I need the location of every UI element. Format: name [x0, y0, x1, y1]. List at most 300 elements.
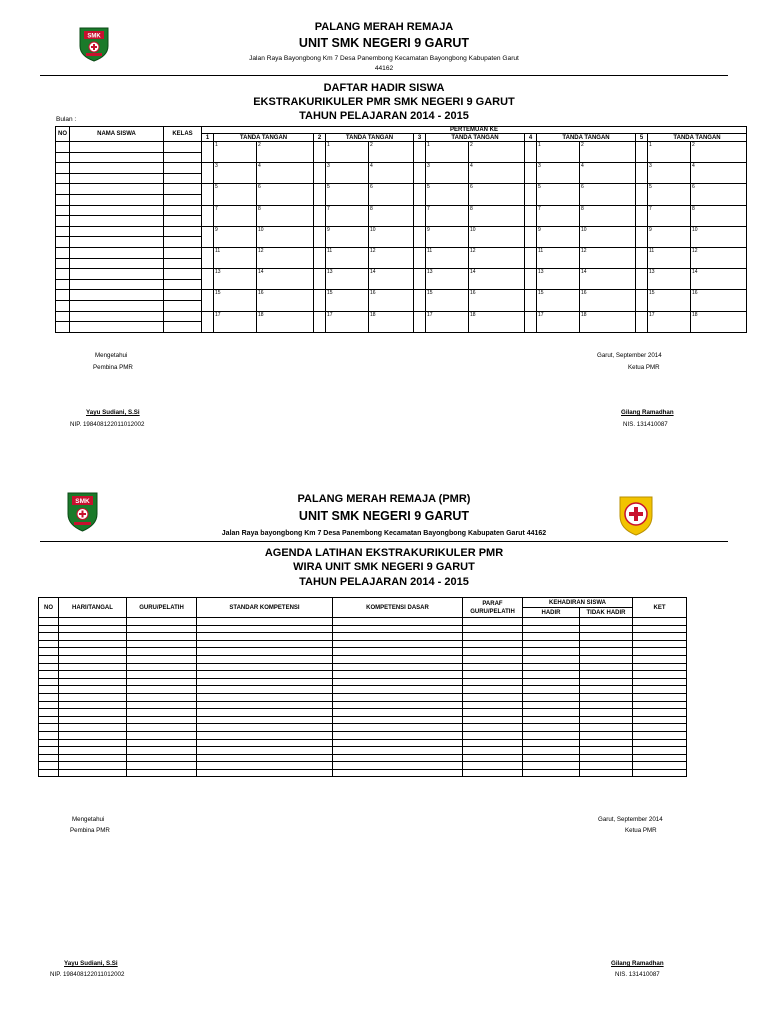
doc1-title-3: TAHUN PELAJARAN 2014 - 2015: [299, 110, 469, 122]
doc1-org: PALANG MERAH REMAJA: [314, 21, 454, 33]
agenda-cell: [463, 724, 523, 732]
meeting-gap: [314, 163, 326, 184]
sign-cell: 2: [369, 142, 414, 163]
col-hadir: HADIR: [523, 608, 580, 618]
agenda-cell: [59, 633, 127, 641]
sign-cell: 3: [648, 163, 691, 184]
col-tanda-tangan: TANDA TANGAN: [326, 134, 414, 142]
agenda-cell: [39, 640, 59, 648]
agenda-cell: [463, 769, 523, 777]
agenda-cell: [197, 716, 333, 724]
cell-nama: [70, 237, 164, 248]
doc2-org: PALANG MERAH REMAJA (PMR): [297, 493, 471, 505]
agenda-cell: [333, 701, 463, 709]
agenda-cell: [59, 716, 127, 724]
meeting-gap: [202, 247, 214, 268]
sign-cell: 1: [426, 142, 469, 163]
sign-cell: 9: [426, 226, 469, 247]
meeting-gap: [314, 226, 326, 247]
agenda-cell: [39, 686, 59, 694]
agenda-cell: [127, 739, 197, 747]
sign-cell: 7: [426, 205, 469, 226]
agenda-cell: [197, 701, 333, 709]
sign-cell: 11: [214, 247, 257, 268]
cell-kelas: [164, 237, 202, 248]
doc1-title-1: DAFTAR HADIR SISWA: [323, 82, 445, 94]
sign-cell: 16: [691, 290, 747, 311]
agenda-cell: [463, 762, 523, 770]
doc2-school: UNIT SMK NEGERI 9 GARUT: [298, 509, 470, 523]
agenda-cell: [633, 754, 687, 762]
sign-cell: 4: [691, 163, 747, 184]
sign-cell: 10: [691, 226, 747, 247]
doc2-right-sig-label2: Ketua PMR: [625, 827, 657, 834]
agenda-cell: [333, 731, 463, 739]
meeting-gap: [414, 205, 426, 226]
agenda-cell: [463, 701, 523, 709]
meeting-gap: [414, 184, 426, 205]
agenda-cell: [633, 762, 687, 770]
cell-no: [56, 216, 70, 227]
col-standar: STANDAR KOMPETENSI: [197, 598, 333, 618]
agenda-cell: [333, 655, 463, 663]
sign-cell: 13: [426, 269, 469, 290]
meeting-gap: [314, 184, 326, 205]
sign-cell: 7: [214, 205, 257, 226]
doc1-title-2: EKSTRAKURIKULER PMR SMK NEGERI 9 GARUT: [253, 96, 515, 108]
agenda-cell: [59, 618, 127, 626]
sign-cell: 10: [469, 226, 525, 247]
doc2-right-sig-name: Gilang Ramadhan: [611, 960, 664, 967]
sign-cell: 2: [469, 142, 525, 163]
agenda-cell: [463, 686, 523, 694]
meeting-gap: [636, 311, 648, 332]
cell-nama: [70, 311, 164, 322]
agenda-cell: [633, 671, 687, 679]
agenda-cell: [580, 739, 633, 747]
doc1-right-sig-label1: Garut, September 2014: [597, 352, 662, 359]
doc2-title-2: WIRA UNIT SMK NEGERI 9 GARUT: [293, 561, 475, 573]
sign-cell: 15: [326, 290, 369, 311]
sign-cell: 12: [369, 247, 414, 268]
sign-cell: 5: [648, 184, 691, 205]
meeting-gap: [525, 163, 537, 184]
meeting-gap: [636, 269, 648, 290]
agenda-cell: [127, 625, 197, 633]
meeting-gap: [414, 226, 426, 247]
agenda-cell: [463, 625, 523, 633]
agenda-cell: [127, 754, 197, 762]
meeting-gap: [314, 290, 326, 311]
sign-cell: 5: [426, 184, 469, 205]
doc2-right-sig-id: NIS. 131410087: [615, 971, 660, 978]
agenda-cell: [580, 640, 633, 648]
agenda-cell: [580, 701, 633, 709]
agenda-cell: [127, 731, 197, 739]
agenda-cell: [523, 693, 580, 701]
agenda-cell: [580, 663, 633, 671]
doc1-left-sig-label1: Mengetahui: [95, 352, 128, 359]
cell-no: [56, 152, 70, 163]
meeting-gap: [525, 247, 537, 268]
agenda-cell: [580, 686, 633, 694]
agenda-cell: [580, 655, 633, 663]
sign-cell: 14: [691, 269, 747, 290]
meeting-gap: [636, 184, 648, 205]
agenda-cell: [523, 648, 580, 656]
cell-no: [56, 279, 70, 290]
agenda-cell: [39, 633, 59, 641]
col-hari: HARI/TANGAL: [59, 598, 127, 618]
attendance-table: [55, 126, 747, 333]
agenda-cell: [580, 618, 633, 626]
col-tidak-hadir: TIDAK HADIR: [580, 608, 633, 618]
agenda-cell: [39, 671, 59, 679]
agenda-cell: [633, 655, 687, 663]
cell-no: [56, 322, 70, 333]
cell-nama: [70, 290, 164, 301]
doc1-right-sig-label2: Ketua PMR: [628, 364, 660, 371]
sign-cell: 3: [426, 163, 469, 184]
cell-kelas: [164, 300, 202, 311]
doc1-left-sig-name: Yayu Sudiani, S.Si: [86, 409, 140, 416]
agenda-cell: [523, 747, 580, 755]
agenda-cell: [463, 671, 523, 679]
cell-no: [56, 311, 70, 322]
agenda-cell: [633, 769, 687, 777]
agenda-cell: [197, 724, 333, 732]
sign-cell: 11: [326, 247, 369, 268]
meeting-gap: [202, 290, 214, 311]
agenda-cell: [523, 633, 580, 641]
agenda-cell: [127, 716, 197, 724]
meeting-gap: [525, 226, 537, 247]
agenda-cell: [39, 762, 59, 770]
agenda-cell: [197, 731, 333, 739]
sign-cell: 12: [691, 247, 747, 268]
doc1-bulan-label: Bulan :: [56, 116, 77, 123]
sign-cell: 3: [326, 163, 369, 184]
agenda-cell: [333, 625, 463, 633]
agenda-cell: [633, 663, 687, 671]
agenda-cell: [59, 655, 127, 663]
agenda-cell: [463, 754, 523, 762]
agenda-cell: [127, 701, 197, 709]
agenda-cell: [523, 678, 580, 686]
sign-cell: 12: [580, 247, 636, 268]
cell-nama: [70, 247, 164, 258]
agenda-cell: [580, 731, 633, 739]
agenda-cell: [197, 739, 333, 747]
doc2-right-sig-label1: Garut, September 2014: [598, 816, 663, 823]
cell-kelas: [164, 194, 202, 205]
agenda-cell: [523, 655, 580, 663]
cell-nama: [70, 322, 164, 333]
sign-cell: 6: [580, 184, 636, 205]
cell-nama: [70, 269, 164, 280]
agenda-cell: [333, 663, 463, 671]
sign-cell: 9: [537, 226, 580, 247]
sign-cell: 16: [469, 290, 525, 311]
sign-cell: 1: [326, 142, 369, 163]
agenda-cell: [580, 709, 633, 717]
sign-cell: 5: [326, 184, 369, 205]
cell-kelas: [164, 279, 202, 290]
agenda-cell: [127, 671, 197, 679]
cell-nama: [70, 226, 164, 237]
sign-cell: 8: [580, 205, 636, 226]
sign-cell: 6: [369, 184, 414, 205]
cell-kelas: [164, 247, 202, 258]
agenda-cell: [39, 678, 59, 686]
meeting-gap: [314, 142, 326, 163]
meeting-gap: [414, 311, 426, 332]
cell-no: [56, 163, 70, 174]
cell-no: [56, 247, 70, 258]
sign-cell: 16: [257, 290, 314, 311]
sign-cell: 2: [580, 142, 636, 163]
agenda-cell: [633, 716, 687, 724]
cell-kelas: [164, 184, 202, 195]
agenda-cell: [463, 716, 523, 724]
agenda-cell: [463, 655, 523, 663]
cell-kelas: [164, 290, 202, 301]
agenda-cell: [333, 671, 463, 679]
sign-cell: 12: [469, 247, 525, 268]
agenda-cell: [127, 655, 197, 663]
sign-cell: 3: [214, 163, 257, 184]
agenda-cell: [39, 724, 59, 732]
meeting-gap: [525, 290, 537, 311]
paraf-label: PARAF: [482, 600, 503, 607]
agenda-cell: [463, 633, 523, 641]
sign-cell: 18: [257, 311, 314, 332]
agenda-cell: [580, 633, 633, 641]
col-tanda-tangan: TANDA TANGAN: [537, 134, 636, 142]
sign-cell: 4: [257, 163, 314, 184]
col-kompetensi: KOMPETENSI DASAR: [333, 598, 463, 618]
meeting-number: 4: [525, 134, 537, 142]
agenda-cell: [197, 769, 333, 777]
sign-cell: 6: [257, 184, 314, 205]
agenda-cell: [127, 663, 197, 671]
agenda-cell: [523, 754, 580, 762]
agenda-cell: [633, 648, 687, 656]
col-nama: NAMA SISWA: [70, 127, 164, 142]
cell-nama: [70, 300, 164, 311]
agenda-cell: [127, 633, 197, 641]
agenda-cell: [580, 671, 633, 679]
meeting-gap: [202, 226, 214, 247]
sign-cell: 5: [214, 184, 257, 205]
sign-cell: 6: [469, 184, 525, 205]
agenda-cell: [463, 640, 523, 648]
meeting-gap: [414, 163, 426, 184]
sign-cell: 14: [469, 269, 525, 290]
sign-cell: 12: [257, 247, 314, 268]
sign-cell: 8: [691, 205, 747, 226]
agenda-cell: [523, 731, 580, 739]
sign-cell: 7: [648, 205, 691, 226]
agenda-cell: [59, 747, 127, 755]
sign-cell: 16: [369, 290, 414, 311]
sign-cell: 9: [214, 226, 257, 247]
agenda-cell: [580, 769, 633, 777]
cell-kelas: [164, 269, 202, 280]
doc2-title-3: TAHUN PELAJARAN 2014 - 2015: [299, 576, 469, 588]
agenda-cell: [59, 739, 127, 747]
agenda-cell: [197, 693, 333, 701]
agenda-cell: [197, 633, 333, 641]
doc1-school: UNIT SMK NEGERI 9 GARUT: [298, 36, 470, 50]
cell-no: [56, 194, 70, 205]
cell-kelas: [164, 226, 202, 237]
col-pertemuan: PERTEMUAN KE: [202, 127, 747, 134]
meeting-gap: [414, 269, 426, 290]
agenda-cell: [333, 640, 463, 648]
agenda-cell: [59, 686, 127, 694]
sign-cell: 1: [214, 142, 257, 163]
svg-text:SMK: SMK: [87, 33, 101, 40]
agenda-cell: [197, 648, 333, 656]
agenda-cell: [333, 739, 463, 747]
meeting-gap: [202, 142, 214, 163]
col-kelas: KELAS: [164, 127, 202, 142]
agenda-cell: [59, 693, 127, 701]
meeting-gap: [314, 269, 326, 290]
col-paraf: [463, 598, 523, 618]
agenda-cell: [59, 762, 127, 770]
agenda-cell: [333, 709, 463, 717]
agenda-cell: [580, 678, 633, 686]
agenda-cell: [463, 618, 523, 626]
agenda-cell: [197, 655, 333, 663]
agenda-cell: [333, 724, 463, 732]
meeting-gap: [202, 184, 214, 205]
sign-cell: 4: [369, 163, 414, 184]
doc2-title-1: AGENDA LATIHAN EKSTRAKURIKULER PMR: [264, 547, 504, 559]
meeting-gap: [636, 163, 648, 184]
doc1-address: Jalan Raya Bayongbong Km 7 Desa Panembong Kecamatan Bayongbong Kabupaten Garut: [249, 55, 519, 62]
sign-cell: 17: [648, 311, 691, 332]
agenda-cell: [333, 693, 463, 701]
meeting-gap: [525, 184, 537, 205]
agenda-cell: [523, 701, 580, 709]
sign-cell: 1: [537, 142, 580, 163]
agenda-cell: [197, 686, 333, 694]
meeting-gap: [314, 247, 326, 268]
agenda-cell: [633, 625, 687, 633]
meeting-number: 3: [414, 134, 426, 142]
sign-cell: 9: [648, 226, 691, 247]
sign-cell: 10: [369, 226, 414, 247]
cell-nama: [70, 194, 164, 205]
agenda-cell: [59, 671, 127, 679]
col-ket: KET: [633, 598, 687, 618]
agenda-cell: [59, 648, 127, 656]
agenda-cell: [633, 686, 687, 694]
cell-nama: [70, 258, 164, 269]
sign-cell: 4: [580, 163, 636, 184]
agenda-cell: [523, 625, 580, 633]
agenda-cell: [580, 716, 633, 724]
doc2-left-sig-label2: Pembina PMR: [70, 827, 110, 834]
agenda-cell: [59, 663, 127, 671]
meeting-gap: [314, 311, 326, 332]
agenda-cell: [39, 618, 59, 626]
agenda-cell: [127, 640, 197, 648]
agenda-cell: [523, 663, 580, 671]
agenda-cell: [523, 762, 580, 770]
agenda-cell: [59, 724, 127, 732]
cell-no: [56, 205, 70, 216]
agenda-cell: [580, 724, 633, 732]
doc2-left-sig-id: NIP. 198408122011012002: [50, 971, 125, 978]
agenda-cell: [633, 739, 687, 747]
sign-cell: 18: [580, 311, 636, 332]
agenda-cell: [333, 633, 463, 641]
meeting-gap: [314, 205, 326, 226]
agenda-cell: [633, 731, 687, 739]
meeting-gap: [636, 247, 648, 268]
sign-cell: 15: [537, 290, 580, 311]
cell-no: [56, 226, 70, 237]
agenda-cell: [633, 633, 687, 641]
agenda-cell: [39, 663, 59, 671]
agenda-cell: [39, 625, 59, 633]
meeting-gap: [636, 290, 648, 311]
agenda-cell: [633, 747, 687, 755]
agenda-cell: [333, 754, 463, 762]
agenda-cell: [59, 709, 127, 717]
paraf-sub-label: GURU/PELATIH: [470, 608, 515, 615]
sign-cell: 15: [648, 290, 691, 311]
cell-no: [56, 173, 70, 184]
cell-no: [56, 258, 70, 269]
agenda-cell: [633, 693, 687, 701]
agenda-cell: [39, 731, 59, 739]
meeting-gap: [414, 142, 426, 163]
agenda-cell: [127, 762, 197, 770]
agenda-cell: [333, 678, 463, 686]
agenda-cell: [523, 724, 580, 732]
sign-cell: 17: [537, 311, 580, 332]
meeting-gap: [636, 142, 648, 163]
agenda-cell: [39, 693, 59, 701]
agenda-cell: [59, 640, 127, 648]
sign-cell: 4: [469, 163, 525, 184]
agenda-cell: [633, 709, 687, 717]
agenda-cell: [463, 648, 523, 656]
agenda-cell: [59, 769, 127, 777]
agenda-cell: [59, 678, 127, 686]
agenda-cell: [127, 686, 197, 694]
meeting-gap: [636, 226, 648, 247]
doc1-right-sig-id: NIS. 131410087: [623, 421, 668, 428]
sign-cell: 8: [369, 205, 414, 226]
cell-no: [56, 269, 70, 280]
agenda-cell: [39, 769, 59, 777]
sign-cell: 15: [214, 290, 257, 311]
sign-cell: 14: [580, 269, 636, 290]
agenda-table: [38, 597, 687, 777]
agenda-cell: [59, 754, 127, 762]
cell-nama: [70, 152, 164, 163]
sign-cell: 9: [326, 226, 369, 247]
cell-kelas: [164, 311, 202, 322]
agenda-cell: [463, 678, 523, 686]
cell-no: [56, 237, 70, 248]
